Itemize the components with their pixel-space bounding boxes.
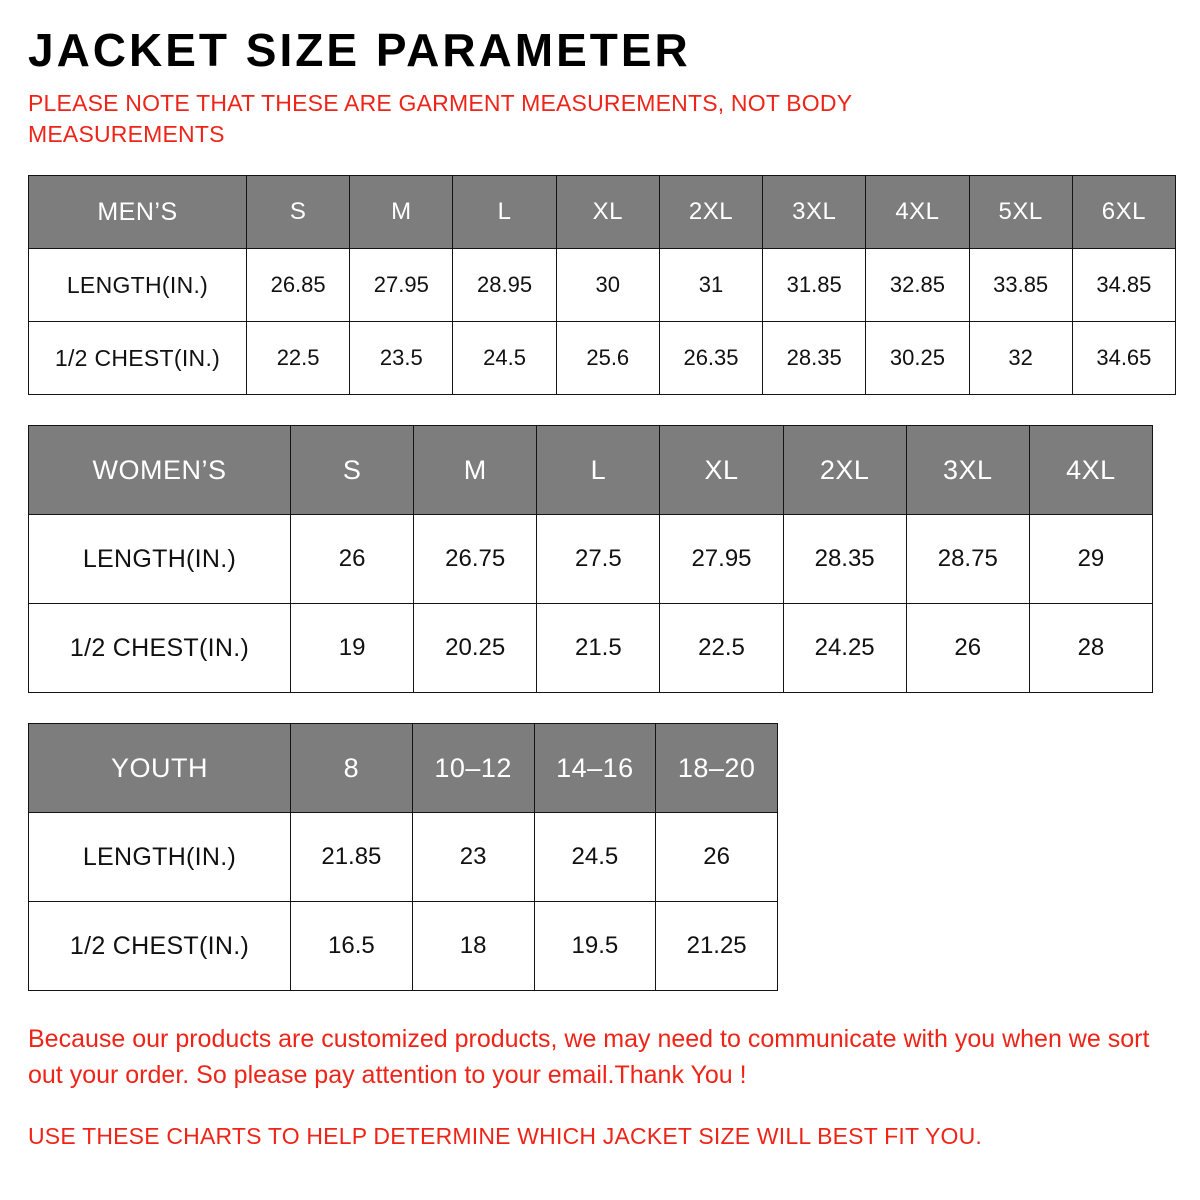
table-cell: 28.95 — [453, 249, 556, 322]
table-header-cell: 3XL — [763, 176, 866, 249]
table-cell: 21.5 — [537, 604, 660, 693]
table-cell: 16.5 — [291, 902, 413, 991]
table-cell: 30 — [556, 249, 659, 322]
table-header-row — [29, 426, 1153, 515]
row-label: LENGTH(IN.) — [29, 515, 291, 604]
table-header-cell: 18–20 — [656, 724, 778, 813]
womens-size-table — [28, 425, 1153, 693]
table-cell: 26 — [656, 813, 778, 902]
table-header-cell: M — [350, 176, 453, 249]
row-label: LENGTH(IN.) — [29, 249, 247, 322]
table-cell: 32.85 — [866, 249, 969, 322]
table-row — [29, 902, 778, 991]
table-header-cell: 10–12 — [412, 724, 534, 813]
table-header-row — [29, 724, 778, 813]
table-cell: 19 — [291, 604, 414, 693]
table-header-cell: 4XL — [866, 176, 969, 249]
table-cell: 26.35 — [659, 322, 762, 395]
table-header-cell: XL — [556, 176, 659, 249]
row-label: 1/2 CHEST(IN.) — [29, 902, 291, 991]
table-cell: 30.25 — [866, 322, 969, 395]
table-cell: 26.85 — [247, 249, 350, 322]
table-cell: 18 — [412, 902, 534, 991]
table-header-cell: MEN’S — [29, 176, 247, 249]
table-cell: 28.75 — [906, 515, 1029, 604]
table-cell: 33.85 — [969, 249, 1072, 322]
row-label: 1/2 CHEST(IN.) — [29, 322, 247, 395]
table-header-row — [29, 176, 1176, 249]
table-cell: 32 — [969, 322, 1072, 395]
table-cell: 28.35 — [783, 515, 906, 604]
table-cell: 31 — [659, 249, 762, 322]
usage-note: USE THESE CHARTS TO HELP DETERMINE WHICH JACKET SIZE WILL BEST FIT YOU. — [28, 1122, 982, 1149]
table-header-cell: 2XL — [659, 176, 762, 249]
table-row — [29, 249, 1176, 322]
table-cell: 31.85 — [763, 249, 866, 322]
table-cell: 20.25 — [414, 604, 537, 693]
table-row — [29, 322, 1176, 395]
table-cell: 19.5 — [534, 902, 656, 991]
table-header-cell: 8 — [291, 724, 413, 813]
table-header-cell: YOUTH — [29, 724, 291, 813]
table-cell: 28 — [1029, 604, 1152, 693]
table-header-cell: 4XL — [1029, 426, 1152, 515]
table-cell: 25.6 — [556, 322, 659, 395]
table-cell: 21.85 — [291, 813, 413, 902]
table-row — [29, 515, 1153, 604]
table-cell: 23.5 — [350, 322, 453, 395]
table-header-cell: S — [247, 176, 350, 249]
table-cell: 21.25 — [656, 902, 778, 991]
row-label: LENGTH(IN.) — [29, 813, 291, 902]
table-header-cell: XL — [660, 426, 783, 515]
table-header-cell: WOMEN’S — [29, 426, 291, 515]
table-header-cell: 5XL — [969, 176, 1072, 249]
table-header-cell: 3XL — [906, 426, 1029, 515]
table-cell: 22.5 — [247, 322, 350, 395]
mens-size-table — [28, 175, 1176, 395]
table-row — [29, 604, 1153, 693]
table-cell: 27.95 — [660, 515, 783, 604]
table-cell: 26.75 — [414, 515, 537, 604]
table-cell: 24.25 — [783, 604, 906, 693]
table-cell: 26 — [291, 515, 414, 604]
table-header-cell: L — [453, 176, 556, 249]
customization-note: Because our products are customized products, we may need to communicate with you when we sort out your order. So please pay attention to your email.Thank You ! — [28, 1025, 1150, 1090]
table-header-cell: 6XL — [1072, 176, 1175, 249]
table-header-cell: M — [414, 426, 537, 515]
table-cell: 29 — [1029, 515, 1152, 604]
table-header-cell: L — [537, 426, 660, 515]
table-header-cell: 2XL — [783, 426, 906, 515]
table-cell: 28.35 — [763, 322, 866, 395]
table-header-cell: S — [291, 426, 414, 515]
table-cell: 27.95 — [350, 249, 453, 322]
table-row — [29, 813, 778, 902]
table-cell: 22.5 — [660, 604, 783, 693]
table-cell: 24.5 — [534, 813, 656, 902]
table-cell: 27.5 — [537, 515, 660, 604]
table-cell: 34.65 — [1072, 322, 1175, 395]
table-header-cell: 14–16 — [534, 724, 656, 813]
row-label: 1/2 CHEST(IN.) — [29, 604, 291, 693]
top-note: PLEASE NOTE THAT THESE ARE GARMENT MEASUREMENTS, NOT BODY MEASUREMENTS — [28, 90, 852, 147]
youth-size-table — [28, 723, 778, 991]
table-cell: 26 — [906, 604, 1029, 693]
table-cell: 24.5 — [453, 322, 556, 395]
table-cell: 23 — [412, 813, 534, 902]
page-title: JACKET SIZE PARAMETER — [28, 24, 691, 76]
table-cell: 34.85 — [1072, 249, 1175, 322]
